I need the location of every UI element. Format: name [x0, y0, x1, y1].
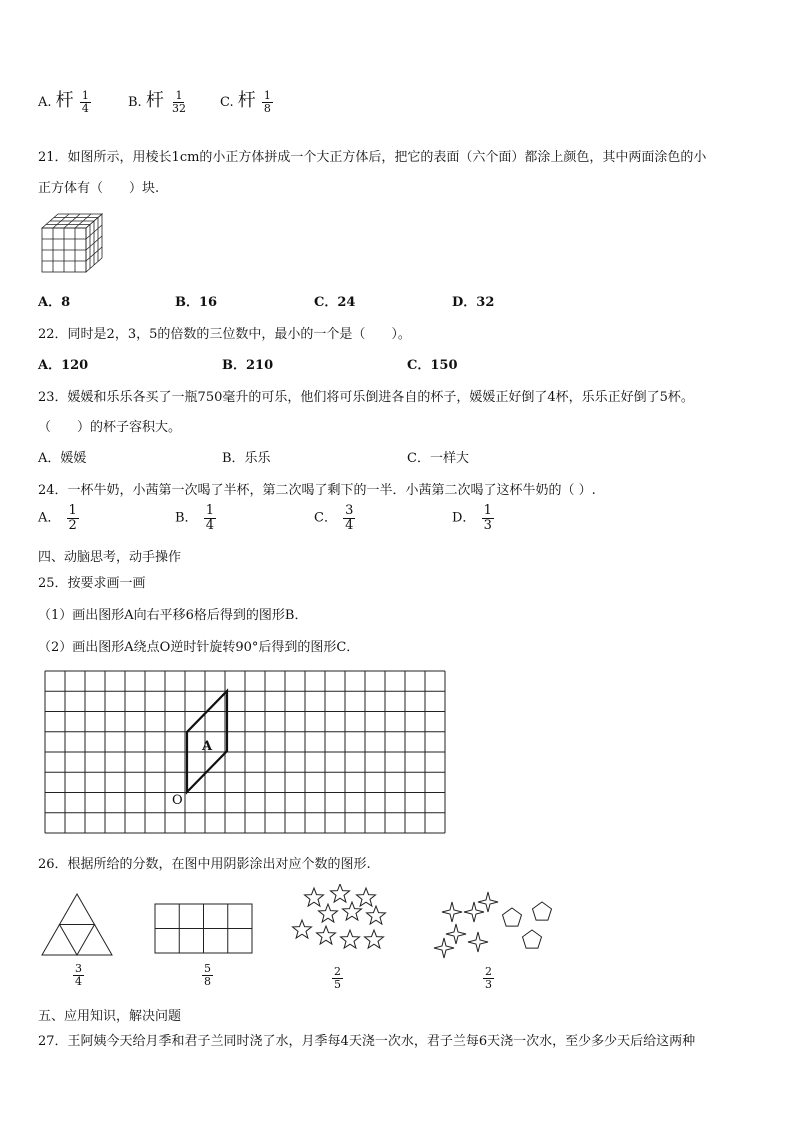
q21-text-line1: 21．如图所示，用棱长1cm的小正方体拼成一个大正方体后，把它的表面（六个面）都涂上颜色，其中两面涂色的小 — [38, 150, 707, 165]
q22-option-c[interactable]: C．150 — [407, 358, 458, 373]
q22-text: 22．同时是2，3，5的倍数的三位数中，最小的一个是（ ）。 — [38, 327, 411, 342]
point-o-label: O — [172, 793, 183, 808]
q20-option-c-den: 8 — [263, 102, 271, 115]
q21-option-c[interactable]: C．24 — [314, 295, 356, 310]
star-shape[interactable] — [317, 926, 336, 944]
q24-option-c-fraction — [343, 504, 355, 532]
q20-option-c-num: 1 — [263, 89, 271, 103]
q20-option-b-text: 杆 — [145, 90, 164, 111]
q20-option-b[interactable] — [128, 86, 188, 115]
q24-option-c[interactable] — [314, 504, 355, 532]
q24-option-b-label: B． — [175, 510, 198, 526]
q26-text: 26．根据所给的分数，在图中用阴影涂出对应个数的图形. — [38, 857, 371, 872]
sparkle-shape[interactable] — [434, 938, 454, 958]
section4-heading: 四、动脑思考，动手操作 — [38, 550, 182, 565]
q26-frac-3-den: 5 — [334, 977, 341, 991]
star-shape[interactable] — [305, 888, 324, 906]
star-shape[interactable] — [365, 930, 384, 948]
star-shape[interactable] — [319, 904, 338, 922]
q26-frac-2-den: 8 — [204, 974, 211, 988]
q25-item1: （1）画出图形A向右平移6格后得到的图形B． — [38, 608, 308, 623]
sparkle-shape[interactable] — [446, 924, 466, 944]
q26-rectangle-figure[interactable] — [154, 903, 254, 955]
q26-frac-4 — [483, 966, 494, 990]
q26-frac-2 — [202, 963, 213, 987]
q26-triangle-figure[interactable] — [40, 892, 114, 958]
cube-figure — [40, 212, 106, 274]
star-shape[interactable] — [343, 902, 362, 920]
q24-option-a-num: 1 — [68, 503, 77, 518]
star-shape[interactable] — [293, 920, 312, 938]
section5-heading: 五、应用知识，解决问题 — [38, 1009, 182, 1024]
q23-option-c[interactable]: C．一样大 — [407, 451, 469, 466]
q21-option-d[interactable]: D．32 — [452, 295, 495, 310]
q24-option-c-label: C． — [314, 510, 337, 526]
star-shape[interactable] — [331, 884, 350, 902]
q24-option-b-num: 1 — [205, 503, 214, 518]
q26-frac-3 — [332, 966, 343, 990]
q23-option-a[interactable]: A．媛媛 — [38, 451, 87, 466]
q20-option-a-text: 杆 — [55, 90, 74, 111]
shape-a-label: A — [202, 739, 213, 754]
q24-option-d-label: D． — [452, 510, 476, 526]
star-shape[interactable] — [357, 888, 376, 906]
star-shape[interactable] — [367, 906, 386, 924]
sparkle-shape[interactable] — [468, 932, 488, 952]
q26-sparkles-pentagons-figure[interactable] — [432, 890, 556, 962]
pentagon-shape[interactable] — [503, 908, 522, 926]
q26-frac-2-num: 5 — [204, 962, 211, 975]
sparkle-shape[interactable] — [478, 892, 498, 912]
q22-option-a[interactable]: A．120 — [38, 358, 89, 373]
q22-option-b[interactable]: B．210 — [222, 358, 274, 373]
q24-option-a-fraction — [67, 504, 79, 532]
sparkle-shape[interactable] — [442, 902, 462, 922]
q20-option-c-label: C. — [220, 95, 234, 110]
q20-option-a[interactable] — [38, 86, 91, 115]
q24-option-d-num: 1 — [483, 503, 492, 518]
q24-option-d-fraction — [482, 504, 494, 532]
q20-option-b-num: 1 — [175, 89, 183, 103]
sparkle-shape[interactable] — [464, 902, 484, 922]
q25-item2: （2）画出图形A绕点O逆时针旋转90°后得到的图形C． — [38, 640, 360, 655]
q21-text-line2: 正方体有（ ）块. — [38, 181, 160, 196]
q24-option-b-fraction — [204, 504, 216, 532]
q24-option-a-den: 2 — [68, 517, 77, 533]
pentagon-shape[interactable] — [533, 902, 552, 920]
q25-title: 25．按要求画一画 — [38, 576, 146, 591]
q24-option-a[interactable] — [38, 504, 79, 532]
q20-option-c[interactable] — [220, 86, 273, 115]
q21-option-b[interactable]: B．16 — [175, 295, 218, 310]
q23-text-line1: 23．媛媛和乐乐各买了一瓶750毫升的可乐，他们将可乐倒进各自的杯子，媛媛正好倒了4杯，乐乐正好倒了5杯。 — [38, 390, 694, 405]
q20-option-a-label: A. — [38, 95, 52, 110]
q23-option-b[interactable]: B．乐乐 — [222, 451, 271, 466]
q20-option-c-text: 杆 — [237, 90, 256, 111]
q24-option-a-label: A． — [38, 510, 61, 526]
q24-option-b[interactable] — [175, 504, 216, 532]
q26-frac-4-num: 2 — [485, 965, 492, 978]
q20-option-a-den: 4 — [81, 102, 89, 115]
q20-option-a-num: 1 — [81, 89, 89, 103]
q26-frac-1-den: 4 — [75, 974, 82, 988]
q20-option-b-label: B. — [128, 95, 142, 110]
q20-option-b-den: 32 — [171, 102, 186, 115]
q26-frac-1-num: 3 — [75, 962, 82, 975]
q26-stars-figure[interactable] — [288, 884, 392, 960]
q24-text: 24．一杯牛奶，小茜第一次喝了半杯，第二次喝了剩下的一半．小茜第二次喝了这杯牛奶的（ ）. — [38, 483, 596, 498]
q24-option-d-den: 3 — [483, 517, 492, 533]
q20-option-a-fraction — [80, 90, 91, 114]
q26-frac-4-den: 3 — [485, 977, 492, 991]
q25-grid[interactable] — [44, 670, 446, 836]
pentagon-shape[interactable] — [523, 930, 542, 948]
q24-option-d[interactable] — [452, 504, 494, 532]
star-shape[interactable] — [341, 930, 360, 948]
q26-frac-3-num: 2 — [334, 965, 341, 978]
q20-option-c-fraction — [262, 90, 273, 114]
q26-frac-1 — [73, 963, 84, 987]
q24-option-c-num: 3 — [345, 503, 354, 518]
q20-option-b-fraction — [170, 90, 188, 114]
q21-option-a[interactable]: A．8 — [38, 295, 71, 310]
q24-option-c-den: 4 — [345, 517, 354, 533]
q27-text: 27．王阿姨今天给月季和君子兰同时浇了水，月季每4天浇一次水，君子兰每6天浇一次水，至少多少天后给这两种 — [38, 1034, 696, 1049]
q23-text-line2: （ ）的杯子容积大。 — [38, 420, 182, 435]
q24-option-b-den: 4 — [205, 517, 214, 533]
